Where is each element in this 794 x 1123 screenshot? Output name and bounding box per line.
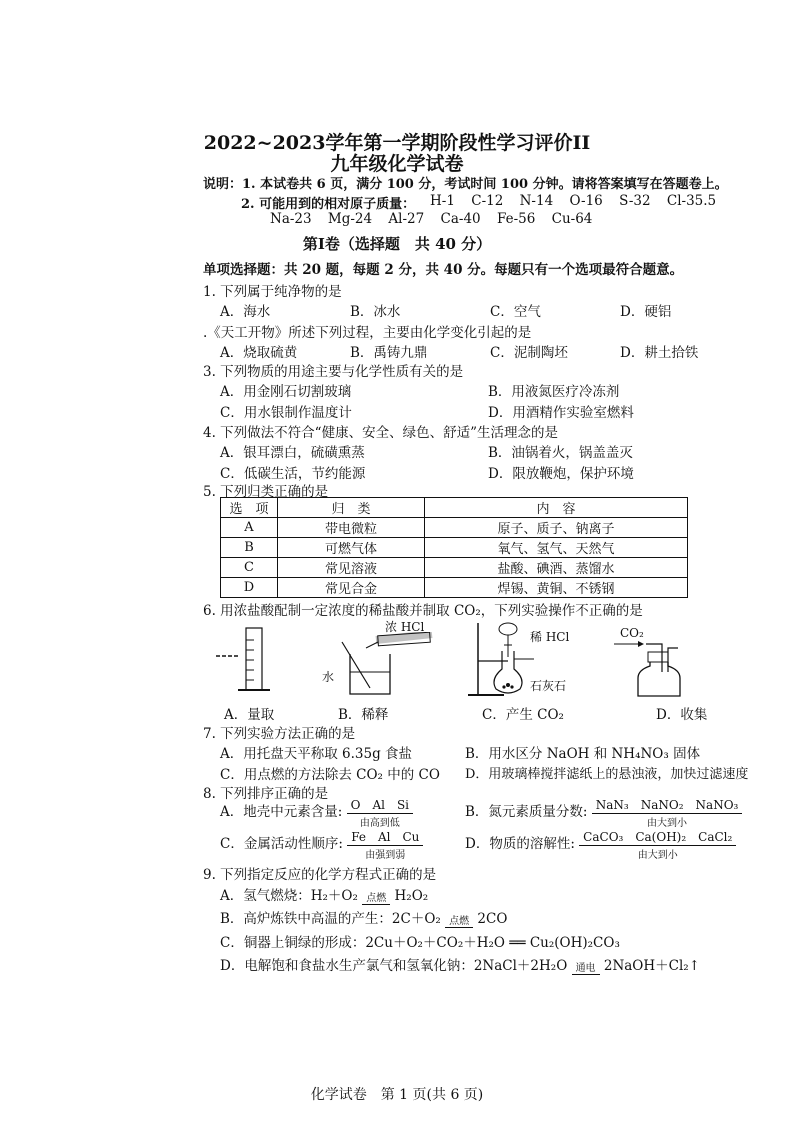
- table-cell: A: [221, 518, 278, 538]
- equation-products: H₂O₂: [394, 888, 429, 904]
- order-arrow: [579, 828, 736, 861]
- table-header-cell: 内 容: [425, 498, 688, 518]
- mass-item: N-14: [519, 193, 554, 209]
- q2-option-d: D．耕土拾铁: [620, 345, 699, 361]
- table-header-cell: 选 项: [221, 498, 278, 518]
- mass-item: Cu-64: [551, 211, 593, 227]
- table-row: [221, 558, 688, 578]
- condition-text: 点燃: [445, 912, 473, 928]
- atomic-masses-line-1: [430, 193, 728, 209]
- question-7-stem: 7. 下列实验方法正确的是: [203, 726, 356, 742]
- q8-b-label: B．氮元素质量分数:: [465, 804, 588, 820]
- q4-option-d: D．限放鞭炮，保护环境: [488, 466, 634, 482]
- table-header-row: [221, 498, 688, 518]
- q8-d-label: D．物质的溶解性:: [465, 836, 575, 852]
- mass-item: Cl-35.5: [666, 193, 717, 209]
- classification-table: [220, 497, 688, 598]
- mass-item: C-12: [471, 193, 504, 209]
- question-1-stem: 1. 下列属于纯净物的是: [203, 284, 342, 300]
- q7-option-d: D．用玻璃棒搅拌滤纸上的悬浊液，加快过滤速度: [465, 767, 749, 782]
- table-cell: 盐酸、碘酒、蒸馏水: [425, 558, 688, 578]
- question-6-stem: 6. 用浓盐酸配制一定浓度的稀盐酸并制取 CO₂，下列实验操作不正确的是: [203, 603, 643, 619]
- q1-option-c: C．空气: [490, 304, 541, 320]
- q3-option-d: D．用酒精作实验室燃料: [488, 405, 634, 421]
- mass-item: S-32: [619, 193, 651, 209]
- q3-option-c: C．用水银制作温度计: [220, 405, 352, 421]
- q1-option-b: B．冰水: [350, 304, 401, 320]
- order-arrow: [592, 796, 743, 829]
- exam-subtitle: 九年级化学试卷: [330, 153, 464, 175]
- order-direction: 由强到弱: [365, 850, 406, 861]
- q7-option-c: C．用点燃的方法除去 CO₂ 中的 CO: [220, 767, 440, 783]
- q7-option-b: B．用水区分 NaOH 和 NH₄NO₃ 固体: [465, 746, 701, 762]
- table-cell: 可燃气体: [278, 538, 425, 558]
- note-line-1: 说明：1. 本试卷共 6 页，满分 100 分，考试时间 100 分钟。请将答案填写在答题卷上。: [203, 177, 728, 192]
- gas-collection-bottle-figure: [610, 638, 690, 700]
- mass-item: Al-27: [388, 211, 425, 227]
- order-direction: 由高到低: [359, 818, 400, 829]
- q6-option-b: B．稀释: [338, 707, 389, 723]
- table-header-cell: 归 类: [278, 498, 425, 518]
- table-cell: 常见溶液: [278, 558, 425, 578]
- q6-option-c: C．产生 CO₂: [482, 707, 564, 723]
- note-line-2: 2. 可能用到的相对原子质量：: [241, 197, 416, 212]
- table-cell: 带电微粒: [278, 518, 425, 538]
- table-cell: 常见合金: [278, 578, 425, 598]
- mass-item: Na-23: [270, 211, 312, 227]
- question-5-stem: 5. 下列归类正确的是: [203, 484, 329, 500]
- question-4-stem: 4. 下列做法不符合“健康、安全、绿色、舒适”生活理念的是: [203, 425, 558, 441]
- equation-reactants: D．电解饱和食盐水生产氯气和氢氧化钠：2NaCl＋2H₂O: [220, 958, 568, 974]
- page-footer: 化学试卷 第 1 页(共 6 页): [310, 1087, 484, 1103]
- hcl-conc-label: 浓 HCl: [385, 620, 425, 634]
- q8-option-b: [465, 796, 742, 829]
- q6-option-a: A．量取: [224, 707, 275, 723]
- q1-option-a: A．海水: [220, 304, 271, 320]
- section-title: 第Ⅰ卷（选择题 共 40 分）: [302, 235, 492, 253]
- q8-option-a: [220, 796, 413, 829]
- mass-item: Ca-40: [440, 211, 481, 227]
- table-cell: 氧气、氢气、天然气: [425, 538, 688, 558]
- q3-option-b: B．用液氮医疗冷冻剂: [488, 384, 620, 400]
- mass-item: Mg-24: [327, 211, 373, 227]
- reaction-condition: [445, 912, 473, 928]
- question-8-stem: 8. 下列排序正确的是: [203, 786, 329, 802]
- order-direction: 由大到小: [637, 850, 678, 861]
- order-arrow: [347, 796, 413, 829]
- order-items: NaN₃ NaNO₂ NaNO₃: [592, 796, 743, 814]
- exam-title: 2022~2023学年第一学期阶段性学习评价II: [203, 132, 591, 154]
- q2-option-a: A．烧取硫黄: [220, 345, 298, 361]
- co2-label: CO₂: [620, 626, 644, 640]
- water-label: 水: [322, 670, 335, 684]
- table-cell: 原子、质子、钠离子: [425, 518, 688, 538]
- condition-text: 点燃: [362, 889, 390, 905]
- reaction-condition: [362, 889, 390, 905]
- order-items: Fe Al Cu: [347, 828, 423, 846]
- q3-option-a: A．用金刚石切割玻璃: [220, 384, 352, 400]
- equation-products: 2CO: [477, 911, 508, 927]
- table-cell: B: [221, 538, 278, 558]
- atomic-masses-line-2: [270, 211, 604, 227]
- table-cell: D: [221, 578, 278, 598]
- equation-reactants: B．高炉炼铁中高温的产生：2C＋O₂: [220, 911, 441, 927]
- q9-option-a: [220, 884, 428, 905]
- order-items: O Al Si: [347, 796, 413, 814]
- q8-a-label: A．地壳中元素含量:: [220, 804, 343, 820]
- question-2-stem: .《天工开物》所述下列过程，主要由化学变化引起的是: [203, 325, 532, 341]
- question-3-stem: 3. 下列物质的用途主要与化学性质有关的是: [203, 364, 464, 380]
- reaction-condition: [572, 959, 600, 975]
- q4-option-b: B．油锅着火，锅盖盖灭: [488, 445, 633, 461]
- q4-option-c: C．低碳生活，节约能源: [220, 466, 366, 482]
- limestone-label: 石灰石: [530, 679, 567, 693]
- dilution-figure: [320, 632, 440, 704]
- section-instructions: 单项选择题：共 20 题，每题 2 分，共 40 分。每题只有一个选项最符合题意。: [203, 262, 684, 278]
- q9-option-b: [220, 907, 507, 928]
- q9-option-c: C．铜器上铜绿的形成：2Cu＋O₂＋CO₂＋H₂O ══ Cu₂(OH)₂CO₃: [220, 935, 620, 951]
- q1-option-d: D．硬铝: [620, 304, 672, 320]
- q2-option-c: C．泥制陶坯: [490, 345, 568, 361]
- order-items: CaCO₃ Ca(OH)₂ CaCl₂: [579, 828, 736, 846]
- table-row: [221, 578, 688, 598]
- q2-option-b: B．禹铸九鼎: [350, 345, 428, 361]
- mass-item: H-1: [430, 193, 455, 209]
- dilute-hcl-label: 稀 HCl: [530, 630, 570, 644]
- q8-option-d: [465, 828, 736, 861]
- mass-item: O-16: [569, 193, 603, 209]
- q8-c-label: C．金属活动性顺序:: [220, 836, 343, 852]
- equation-products: 2NaOH＋Cl₂↑: [603, 958, 701, 974]
- condition-text: 通电: [572, 959, 600, 975]
- table-row: [221, 518, 688, 538]
- mass-item: Fe-56: [496, 211, 536, 227]
- q7-option-a: A．用托盘天平称取 6.35g 食盐: [220, 746, 413, 762]
- order-direction: 由大到小: [647, 818, 688, 829]
- q6-option-d: D．收集: [656, 707, 708, 723]
- order-arrow: [347, 828, 423, 861]
- table-cell: 焊锡、黄铜、不锈钢: [425, 578, 688, 598]
- table-row: [221, 538, 688, 558]
- equation-reactants: A．氢气燃烧：H₂＋O₂: [220, 888, 358, 904]
- q9-option-d: [220, 954, 700, 975]
- graduated-cylinder-figure: [212, 620, 282, 698]
- q8-option-c: [220, 828, 423, 861]
- table-cell: C: [221, 558, 278, 578]
- question-9-stem: 9. 下列指定反应的化学方程式正确的是: [203, 867, 437, 883]
- q4-option-a: A．银耳漂白，硫磺熏蒸: [220, 445, 365, 461]
